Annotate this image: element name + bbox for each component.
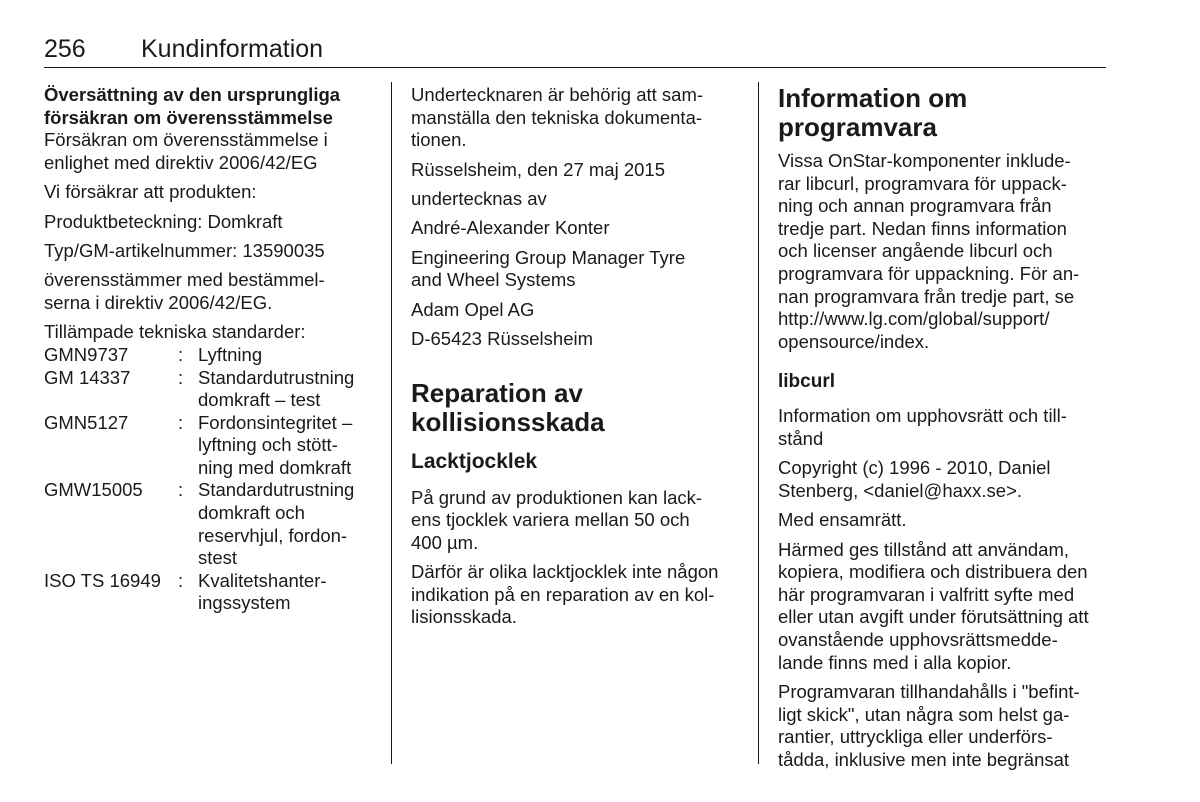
paragraph: Vi försäkrar att produkten: (44, 181, 257, 203)
software-info-heading: Information om programvara (778, 83, 968, 142)
standards-row: GM 14337 : Standardutrustning domkraft – test (44, 367, 373, 412)
standards-table (44, 344, 373, 615)
declaration-text: Försäkran om överensstämmelse i enlighet med direktiv 2006/42/EG (44, 129, 328, 173)
paint-thickness-text: På grund av produktionen kan lack- ens tjocklek variera mellan 50 och 400 µm. (411, 486, 703, 553)
standards-row: ISO TS 16949 : Kvalitetshanter- ingssystem (44, 570, 373, 615)
standards-row: GMN9737 : Lyftning (44, 344, 373, 367)
signed-by-label: undertecknas av (411, 187, 547, 209)
page-header (44, 34, 1106, 64)
standard-code: ISO TS 16949 (44, 569, 161, 591)
declaration-heading: Översättning av den ursprungliga försäkran om överensstämmelse (44, 84, 341, 128)
standard-desc: Fordonsintegritet – lyftning och stött- ning med domkraft (198, 411, 353, 478)
column-1 (44, 84, 379, 615)
standard-desc: Kvalitetshanter- ingssystem (198, 569, 327, 614)
standard-code: GMN9737 (44, 343, 129, 365)
repair-heading: Reparation av kollisionsskada (411, 377, 605, 437)
product-designation: Produktbeteckning: Domkraft (44, 210, 283, 232)
section-title: Kundinformation (141, 35, 324, 63)
libcurl-heading: libcurl (778, 371, 836, 393)
conformity-text: överensstämmer med bestämmel- serna i direktiv 2006/42/EG. (44, 269, 325, 313)
standards-intro: Tillämpade tekniska standarder: (44, 321, 306, 343)
signatory-title: Engineering Group Manager Tyre and Wheel Systems (411, 246, 686, 291)
part-number: Typ/GM-artikelnummer: 13590035 (44, 239, 325, 261)
copyright-text: Copyright (c) 1996 - 2010, Daniel Stenberg, <daniel@haxx.se>. (778, 457, 1051, 501)
column-divider-1 (391, 82, 392, 764)
company-address: D-65423 Rüsselsheim (411, 328, 594, 350)
company-name: Adam Opel AG (411, 298, 535, 320)
signatory-name: André-Alexander Konter (411, 217, 610, 239)
software-info-text: Vissa OnStar-komponenter inklude- rar libcurl, programvara för uppack- ning och annan programvara från tredje part. Nedan finns information och licenser angående libcurl och programvara för uppackning. För an- nan programvara från tredje part, se http://www.lg.com/global/support/ opensource/index. (778, 150, 1080, 352)
standard-desc: Standardutrustning domkraft – test (198, 366, 355, 411)
rights-text: Med ensamrätt. (778, 509, 907, 531)
standard-code: GMN5127 (44, 411, 129, 433)
page-number: 256 (44, 35, 86, 63)
column-3 (778, 84, 1123, 778)
standard-code: GM 14337 (44, 366, 131, 388)
warranty-text: Programvaran tillhandahålls i "befint- ligt skick", utan några som helst ga- rantier, uttryckliga eller underförs- tådda, inklusive men inte begränsat (778, 681, 1080, 770)
standards-row: GMN5127 : Fordonsintegritet – lyftning och stött- ning med domkraft (44, 412, 373, 480)
column-2 (411, 84, 751, 636)
standard-desc: Standardutrustning domkraft och reservhjul, fordon- stest (198, 479, 355, 569)
header-rule (44, 67, 1106, 68)
standard-code: GMW15005 (44, 479, 143, 501)
repair-indication-text: Därför är olika lacktjocklek inte någon indikation på en reparation av en kol- lisionsskada. (411, 561, 719, 628)
paint-thickness-heading: Lacktjocklek (411, 449, 538, 473)
authorization-text: Undertecknaren är behörig att sam- manställa den tekniska dokumenta- tionen. (411, 84, 704, 151)
permission-text: Härmed ges tillstånd att användam, kopiera, modifiera och distribuera den här programvaran i valfritt syfte med eller utan avgift under förutsättning att ovanstående upphovsrättsmedde- lande finns med i alla kopior. (778, 538, 1089, 673)
standard-desc: Lyftning (198, 343, 263, 365)
standards-row: GMW15005 : Standardutrustning domkraft och reservhjul, fordon- stest (44, 479, 373, 569)
place-date: Rüsselsheim, den 27 maj 2015 (411, 158, 666, 180)
copyright-info-text: Information om upphovsrätt och till- stånd (778, 405, 1067, 449)
column-divider-2 (758, 82, 759, 764)
